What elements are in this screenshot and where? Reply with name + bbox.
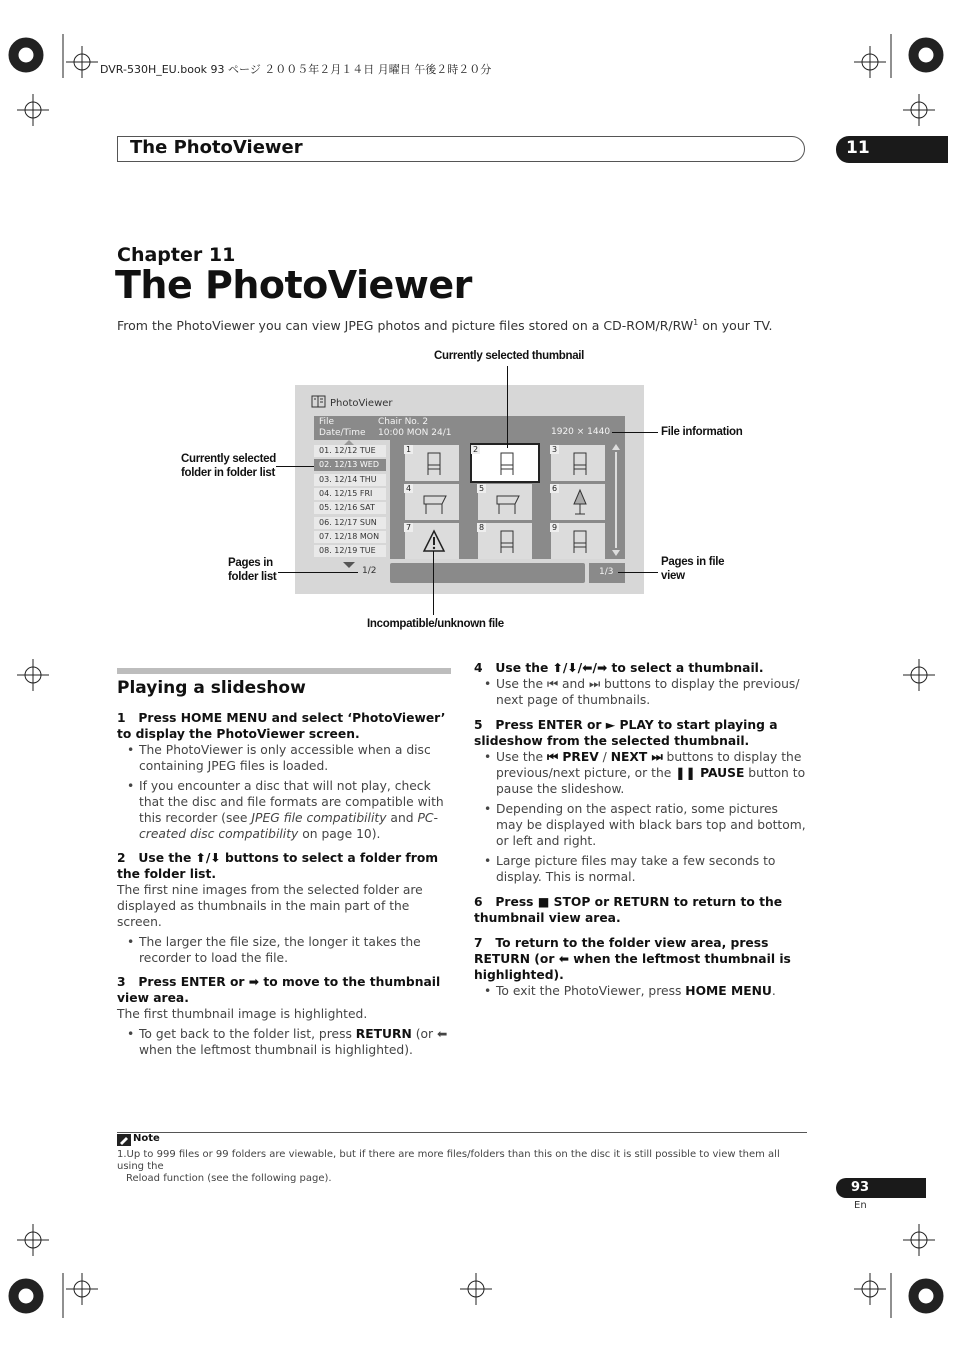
bullet: • If you encounter a disc that will not play, check that the disc and file formats are compatible with this recorder (see JPEG file compatibility and PC-created disc compatibility on page 10).: [117, 778, 451, 842]
thumbnail[interactable]: [405, 484, 459, 520]
thumbnail-view-area: [390, 440, 625, 559]
callout-pages-file-view: Pages in file view: [661, 556, 725, 582]
thumbnail[interactable]: [405, 445, 459, 481]
thumbnail[interactable]: [405, 523, 459, 559]
callout-file-information: File information: [661, 426, 743, 438]
thumbnail-number: 7: [405, 523, 412, 532]
bullet: • Use the ⏮ and ⏭ buttons to display the previous/ next page of thumbnails.: [474, 676, 808, 708]
folder-list-item[interactable]: 01. 12/12 TUE: [314, 445, 386, 457]
step-7: 7 To return to the folder view area, press RETURN (or ⬅ when the leftmost thumbnail is highlighted).: [474, 936, 791, 982]
section-title: Playing a slideshow: [117, 678, 306, 698]
language-code: En: [854, 1200, 867, 1211]
step-1: 1 Press HOME MENU and select ‘PhotoViewer’ to display the PhotoViewer screen.: [117, 711, 446, 741]
callout-selected-folder: Currently selected folder in folder list: [181, 453, 276, 479]
info-date-label: Date/Time: [319, 428, 366, 438]
bullet: • Large picture files may take a few seconds to display. This is normal.: [474, 853, 808, 885]
status-bar: [390, 563, 585, 583]
folder-page-indicator: 1/2: [362, 566, 377, 576]
left-column: [117, 710, 451, 1058]
info-file-name: Chair No. 2: [378, 417, 429, 427]
step-3: 3 Press ENTER or ➡ to move to the thumbnail view area.: [117, 975, 441, 1005]
thumbnail[interactable]: [478, 523, 532, 559]
footnote-ref: 1: [693, 318, 699, 327]
chair-icon: [562, 525, 598, 557]
lamp-icon: [562, 486, 598, 518]
warning-icon: [416, 525, 452, 557]
thumbnail-number: 4: [405, 484, 412, 493]
paragraph: The first nine images from the selected folder are displayed as thumbnails in the main part of the screen.: [117, 883, 423, 929]
thumbnail-number: 6: [551, 484, 558, 493]
info-resolution: 1920 × 1440: [551, 427, 611, 437]
paragraph: The first thumbnail image is highlighted.: [117, 1007, 368, 1021]
bullet: • The PhotoViewer is only accessible when a disc containing JPEG files is loaded.: [117, 742, 451, 774]
thumbnail-number: 1: [405, 445, 412, 454]
step-2: 2 Use the ⬆/⬇ buttons to select a folder from the folder list.: [117, 851, 439, 881]
bullet: • Depending on the aspect ratio, some pictures may be displayed with black bars top and bottom, or left and right.: [474, 801, 808, 849]
step-6: 6 Press ■ STOP or RETURN to return to the thumbnail view area.: [474, 895, 783, 925]
info-date-value: 10:00 MON 24/1: [378, 428, 452, 438]
right-column: [474, 660, 808, 999]
photoviewer-icon: [311, 395, 327, 409]
thumbnail[interactable]: [551, 484, 605, 520]
chapter-number-badge: 11: [836, 136, 948, 163]
photoviewer-label: PhotoViewer: [330, 398, 393, 409]
chair-icon: [416, 447, 452, 479]
folder-list-item[interactable]: 07. 12/18 MON: [314, 531, 386, 543]
thumbnail[interactable]: [470, 443, 540, 483]
note-title: Note: [133, 1133, 160, 1144]
chair-icon: [489, 525, 525, 557]
bullet: • Use the ⏮ PREV / NEXT ⏭ buttons to display the previous/next picture, or the ❚❚ PAUSE button to pause the slideshow.: [474, 749, 808, 797]
piano-icon: [416, 486, 452, 518]
intro-paragraph: From the PhotoViewer you can view JPEG photos and picture files stored on a $CD-ROM/R/RW^1$ on your TV.: [117, 318, 773, 334]
thumbnail-number: 9: [551, 523, 558, 532]
callout-pages-folder-list: Pages in folder list: [228, 557, 277, 583]
folder-list-item[interactable]: 08. 12/19 TUE: [314, 545, 386, 557]
folder-list-item[interactable]: 03. 12/14 THU: [314, 474, 386, 486]
folder-list-item[interactable]: 05. 12/16 SAT: [314, 502, 386, 514]
running-header-title: The PhotoViewer: [130, 137, 303, 158]
thumbnail[interactable]: [478, 484, 532, 520]
folder-scroll-down-icon: [343, 562, 355, 568]
bullet: • To exit the PhotoViewer, press HOME MENU.: [474, 983, 808, 999]
section-bar: [117, 668, 451, 674]
footnote: 1.Up to 999 files or 99 folders are viewable, but if there are more files/folders than this on the disc it is still possible to view them all using the Reload function (see the following page).: [117, 1149, 780, 1184]
thumbnail-number: 2: [472, 445, 479, 454]
step-4: 4 Use the ⬆/⬇/⬅/➡ to select a thumbnail.: [474, 661, 764, 675]
folder-list-item[interactable]: 06. 12/17 SUN: [314, 517, 386, 529]
note-icon: [117, 1134, 131, 1146]
thumbnail[interactable]: [551, 523, 605, 559]
callout-selected-thumbnail: Currently selected thumbnail: [434, 350, 585, 362]
print-header: DVR-530H_EU.book 93 ページ ２００５年２月１４日 月曜日 午後２時２０分: [100, 63, 492, 76]
page-title: The PhotoViewer: [115, 263, 472, 307]
folder-list-item[interactable]: 02. 12/13 WED: [314, 459, 386, 471]
note-divider: [117, 1132, 807, 1133]
file-page-indicator: 1/3: [599, 567, 614, 577]
bullet: • The larger the file size, the longer it takes the recorder to load the file.: [117, 934, 451, 966]
page-number: 93: [836, 1178, 926, 1198]
thumbnail-scrollbar: [612, 444, 620, 556]
thumbnail[interactable]: [551, 445, 605, 481]
info-file-label: File: [319, 417, 335, 427]
thumbnail-number: 8: [478, 523, 485, 532]
chapter-label: Chapter 11: [117, 244, 236, 266]
thumbnail-number: 3: [551, 445, 558, 454]
chair-icon: [489, 447, 525, 479]
step-5: 5 Press ENTER or ► PLAY to start playing a slideshow from the selected thumbnail.: [474, 718, 778, 748]
callout-incompatible-file: Incompatible/unknown file: [367, 618, 504, 630]
piano-icon: [489, 486, 525, 518]
bullet: • To get back to the folder list, press RETURN (or ⬅ when the leftmost thumbnail is highlighted).: [117, 1026, 451, 1058]
chair-icon: [562, 447, 598, 479]
folder-list-item[interactable]: 04. 12/15 FRI: [314, 488, 386, 500]
thumbnail-number: 5: [478, 484, 485, 493]
